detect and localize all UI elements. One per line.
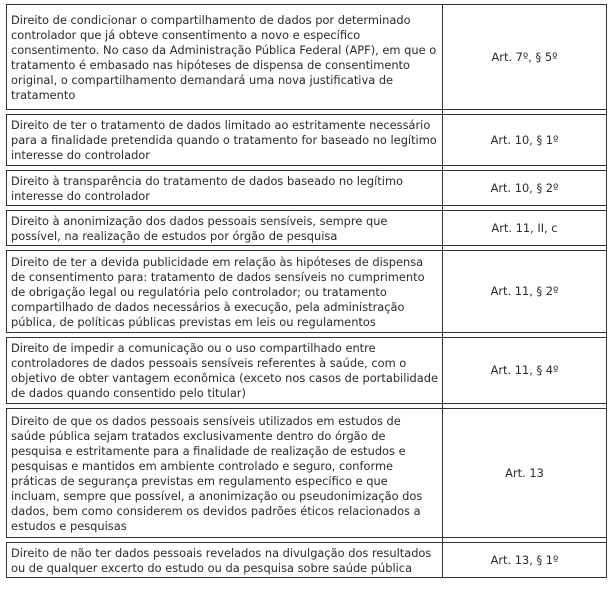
table-row [7, 171, 607, 206]
table-row [7, 115, 607, 166]
legal-article: Art. 10, § 1º [443, 115, 607, 166]
rights-table [6, 4, 607, 578]
right-description: Direito de ter o tratamento de dados limitado ao estritamente necessário para a finalidade pretendida quando o tratamento for baseado no legítimo interesse do controlador [7, 115, 443, 166]
right-description: Direito de impedir a comunicação ou o uso compartilhado entre controladores de dados pessoais sensíveis referentes à saúde, com o objetivo de obter vantagem econômica (exceto nos casos de portabilidade de dados quando consentido pelo titular) [7, 338, 443, 404]
right-description: Direito de não ter dados pessoais revelados na divulgação dos resultados ou de qualquer excerto do estudo ou da pesquisa sobre saúde pública [7, 543, 443, 578]
table-row [7, 543, 607, 578]
table-row [7, 5, 607, 110]
right-description: Direito de condicionar o compartilhamento de dados por determinado controlador que já obteve consentimento a novo e específico consentimento. No caso da Administração Pública Federal (APF), em que o tratamento é embasado nas hipóteses de dispensa de consentimento original, o compartilhamento demandará uma nova justificativa de tratamento [7, 5, 443, 110]
table-row [7, 211, 607, 246]
legal-article: Art. 7º, § 5º [443, 5, 607, 110]
legal-article: Art. 11, § 2º [443, 251, 607, 333]
table-row [7, 338, 607, 404]
legal-article: Art. 10, § 2º [443, 171, 607, 206]
right-description: Direito de que os dados pessoais sensíveis utilizados em estudos de saúde pública sejam tratados exclusivamente dentro do órgão de pesquisa e estritamente para a finalidade de realização de estudos e pesquisas e mantidos em ambiente controlado e seguro, conforme práticas de segurança previstas em regulamento específico e que incluam, sempre que possível, a anonimização ou pseudonimização dos dados, bem como considerem os devidos padrões éticos relacionados a estudos e pesquisas [7, 409, 443, 538]
legal-article: Art. 13 [443, 409, 607, 538]
table-row [7, 409, 607, 538]
legal-article: Art. 11, II, c [443, 211, 607, 246]
right-description: Direito à anonimização dos dados pessoais sensíveis, sempre que possível, na realização de estudos por órgão de pesquisa [7, 211, 443, 246]
table-row [7, 251, 607, 333]
legal-article: Art. 11, § 4º [443, 338, 607, 404]
right-description: Direito de ter a devida publicidade em relação às hipóteses de dispensa de consentimento para: tratamento de dados sensíveis no cumprimento de obrigação legal ou regulatória pelo controlador; ou tratamento compartilhado de dados necessários à execução, pela administração pública, de políticas públicas previstas em leis ou regulamentos [7, 251, 443, 333]
legal-article: Art. 13, § 1º [443, 543, 607, 578]
right-description: Direito à transparência do tratamento de dados baseado no legítimo interesse do controlador [7, 171, 443, 206]
